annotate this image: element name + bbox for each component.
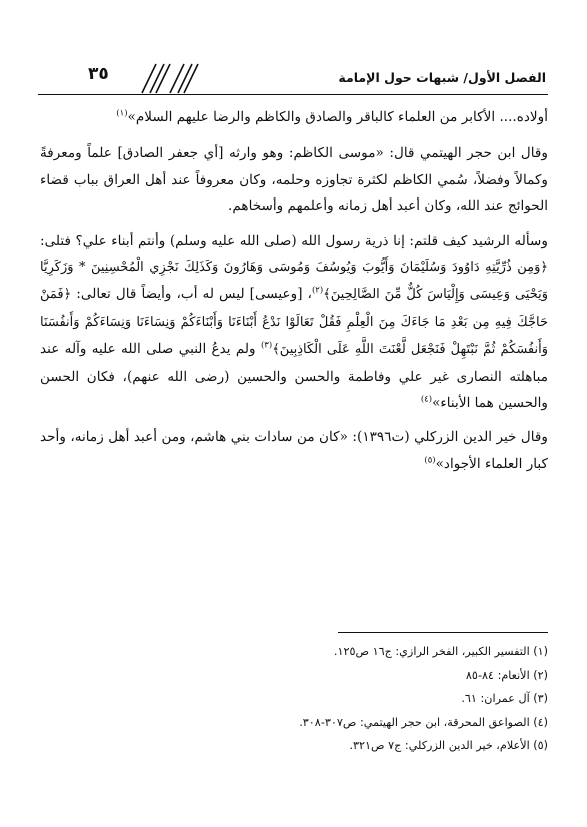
paragraph-3-text-b: ، [وعيسى] ليس له أب، وأيضاً قال تعالى:: [71, 286, 312, 303]
page-number: ٣٥: [88, 64, 109, 84]
quran-verse-1: ﴿وَمِن ذُرِّيَّتِهِ دَاوُودَ وَسُلَيْمَانَ وَأَيُّوبَ وَيُوسُفَ وَمُوسَى وَهَارُونَ وَكَذَلِكَ نَجْزِي الْمُحْسِنِينَ * وَزَكَرِيَّا وَيَحْيَى وَعِيسَى وَإِلْيَاسَ كُلٌّ مِّنَ الصَّالِحِينَ﴾: [40, 260, 548, 303]
header-rule: [38, 94, 548, 95]
footnote-2: (٢) الأنعام: ٨٤-٨٥: [465, 668, 548, 682]
paragraph-1-text: أولاده.... الأكابر من العلماء كالباقر والصادق والكاظم والرضا عليهم السلام»: [127, 109, 548, 125]
footnotes: [40, 640, 548, 758]
paragraph-4: [40, 424, 548, 477]
paragraph-3: [40, 228, 548, 417]
paragraph-4-text: وقال خير الدين الزركلي (ت١٣٩٦): «كان من سادات بني هاشم، ومن أعبد أهل زمانه، وأحد كبار العلماء الأجواد»: [40, 429, 548, 472]
main-text: [40, 104, 548, 485]
footnote-ref-5: (٥): [424, 455, 436, 466]
paragraph-3-text-a: وسأله الرشيد كيف قلتم: إنا ذرية رسول الله (صلى الله عليه وسلم) وأنتم أبناء علي؟ فتلى:: [40, 232, 548, 249]
paragraph-2: وقال ابن حجر الهيتمي قال: «موسى الكاظم: وهو وارثه [أي جعفر الصادق] علماً ومعرفةً وكمالاً وفضلاً، سُمي الكاظم لكثرة تجاوزه وحلمه، وكان معروفاً عند أهل العراق بباب قضاء الحوائج عند الله، وكان أعبد أهل زمانه وأعلمهم وأسخاهم.: [40, 145, 548, 215]
footnote-separator: [338, 632, 548, 633]
footnote-ref-2: (٢): [311, 285, 324, 296]
quran-verse-2: ﴿فَمَنْ حَاجَّكَ فِيهِ مِن بَعْدِ مَا جَاءَكَ مِنَ الْعِلْمِ فَقُلْ تَعَالَوْا نَدْعُ أَبْنَاءَنَا وَأَبْنَاءَكُمْ وَنِسَاءَنَا وَنِسَاءَكُمْ وَأَنفُسَنَا وَأَنفُسَكُمْ ثُمَّ نَبْتَهِلْ فَنَجْعَل لَّعْنَتَ اللَّهِ عَلَى الْكَاذِبِينَ﴾: [40, 287, 549, 358]
footnote-ref-1: (١): [116, 108, 128, 119]
footnote-ref-4: (٤): [420, 394, 433, 405]
header-slashes-ornament: [130, 62, 202, 94]
footnote-1: (١) التفسير الكبير، الفخر الرازي: ج١٦ ص١٢٥.: [333, 645, 548, 658]
paragraph-3-text-c: ولم يدعُ النبي صلى الله عليه وآله عند مباهلته النصارى غير علي وفاطمة والحسن والحسين (رضى الله عنهم)، فكان الحسن والحسين هما الأبناء»: [40, 341, 548, 412]
running-header: [38, 62, 548, 96]
paragraph-1: [40, 104, 548, 130]
footnote-3: (٣) آل عمران: ٦١.: [461, 692, 548, 706]
footnote-5: (٥) الأعلام، خير الدين الزركلي: ج٧ ص٣٢١.: [349, 739, 548, 753]
footnote-ref-3: (٣): [260, 340, 273, 351]
footnote-4: (٤) الصواعق المحرقة، ابن حجر الهيتمي: ص٣٠٧-٣٠٨.: [299, 715, 548, 729]
chapter-title: الفصل الأول/ شبهات حول الإمامة: [338, 70, 546, 85]
